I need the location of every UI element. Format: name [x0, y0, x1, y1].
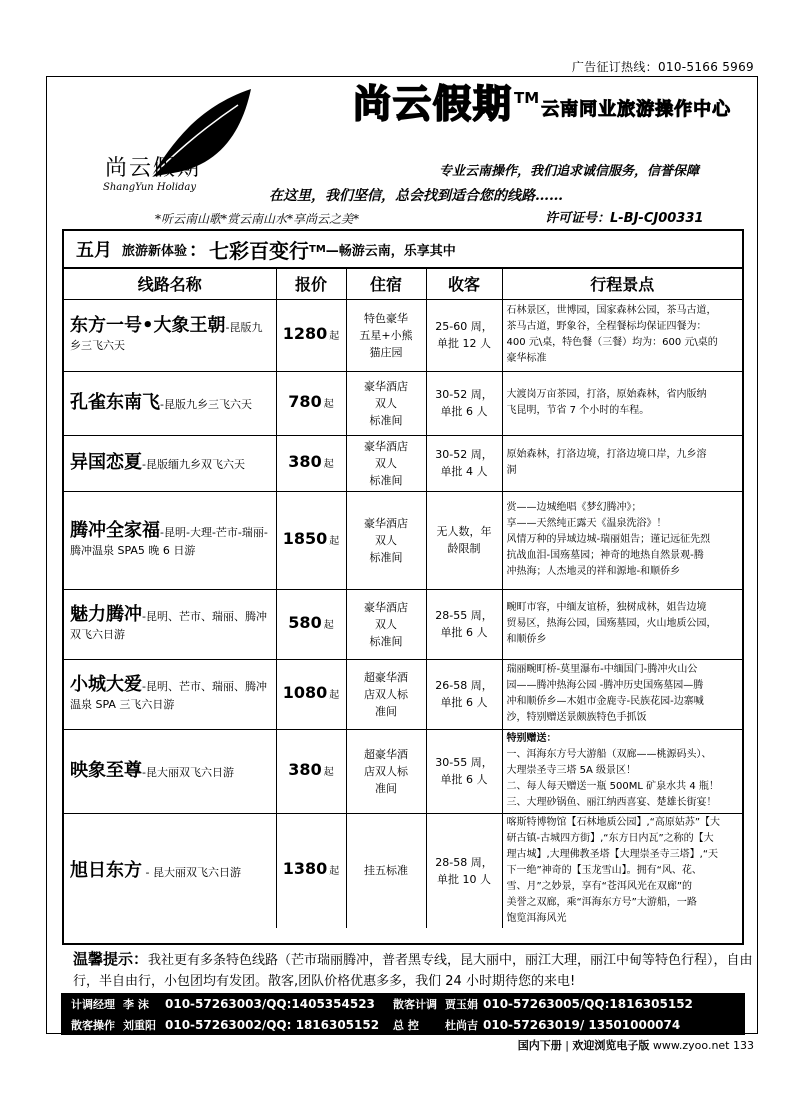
hotel-line: 双人: [375, 456, 397, 470]
itinerary-line: 三、大理砂锅鱼、丽江纳西喜宴、楚雄长街宴！: [506, 797, 717, 808]
ad-hotline: 广告征订热线：010-5166 5969: [571, 60, 754, 74]
itinerary-line: 石林景区，世博园，国家森林公园，茶马古道，: [506, 305, 717, 316]
table-row: [64, 491, 742, 589]
itinerary-cell: [502, 729, 742, 813]
route-name: 魅力腾冲: [70, 604, 142, 625]
routes-table: [64, 269, 742, 928]
price-unit: 起: [329, 689, 340, 701]
price-value: 1080: [282, 682, 328, 702]
guests-line: 单批 6 人: [440, 405, 488, 418]
guests-cell: [426, 659, 502, 729]
guests-line: 30-55 周，: [435, 756, 493, 769]
table-row: [64, 371, 742, 435]
contact-phone: 010-57263002/QQ: 1816305152: [165, 1017, 380, 1032]
tips-label: 温馨提示：: [73, 950, 149, 968]
route-detail: -昆明-大理-芒市-瑞丽-腾冲温泉 SPA5 晚 6 日游: [70, 526, 268, 557]
hotel-cell: [346, 813, 426, 928]
col-header-guests: 收客: [426, 269, 502, 299]
hotel-line: 准间: [375, 781, 397, 795]
table-row: [64, 589, 742, 659]
banner-tagline: —畅游云南，乐享其中: [325, 243, 456, 259]
route-name: 小城大爱: [70, 674, 142, 695]
banner-trademark: TM: [309, 243, 326, 255]
price-unit: 起: [323, 458, 334, 470]
itinerary-cell: [502, 299, 742, 371]
price-unit: 起: [323, 619, 334, 631]
hotel-line: 豪华酒店: [364, 600, 408, 614]
hotel-cell: [346, 435, 426, 491]
price-cell: [276, 813, 346, 928]
itinerary-cell: [502, 435, 742, 491]
route-name-cell: [64, 435, 276, 491]
table-row: [64, 299, 742, 371]
company-logo: [99, 87, 259, 207]
route-name: 孔雀东南飞: [70, 392, 160, 413]
price-value: 1380: [282, 859, 328, 878]
itinerary-line: 下一绝”神奇的【玉龙雪山】。拥有“风、花、: [506, 864, 702, 876]
hotel-cell: [346, 659, 426, 729]
banner-theme: 七彩百变行: [209, 238, 310, 263]
route-name: 映象至尊: [70, 760, 142, 781]
itinerary-line: 二、每人每天赠送一瓶 500ML 矿泉水共 4 瓶！: [506, 781, 719, 792]
contact-phone: 010-57263019/ 13501000074: [483, 1017, 681, 1032]
price-cell: [276, 659, 346, 729]
route-detail: - 昆大丽双飞六日游: [142, 865, 241, 879]
route-name-cell: [64, 589, 276, 659]
hotel-line: 五星+小熊: [359, 328, 413, 342]
itinerary-line: 研古镇-古城四方街】,“东方日内瓦”之称的【大: [506, 832, 714, 844]
hotel-line: 猫庄园: [369, 345, 403, 359]
motto: *听云南山歌*赏云南山水*享尚云之美*: [155, 212, 360, 226]
footer-website: www.zyoo.net: [652, 1039, 730, 1052]
hotel-line: 豪华酒店: [364, 439, 408, 453]
banner-colon: ：: [189, 240, 208, 261]
contact-person: 李 沫: [123, 997, 149, 1011]
price-unit: 起: [329, 330, 340, 342]
guests-line: 单批 6 人: [440, 773, 488, 786]
itinerary-cell: [502, 589, 742, 659]
guests-cell: [426, 589, 502, 659]
contact-phone: 010-57263005/QQ:1816305152: [483, 996, 693, 1011]
itinerary-line: 冲热海；人杰地灵的祥和源地-和顺侨乡: [506, 566, 681, 577]
price-cell: [276, 589, 346, 659]
guests-cell: [426, 729, 502, 813]
col-header-price: 报价: [276, 269, 346, 299]
route-detail: -昆版缅九乡双飞六天: [142, 458, 245, 471]
route-name: 东方一号•大象王朝: [70, 315, 226, 336]
price-cell: [276, 491, 346, 589]
price-value: 580: [288, 612, 322, 632]
table-row: [64, 659, 742, 729]
guests-line: 28-55 周，: [435, 609, 493, 622]
footer-section: 国内下册: [517, 1039, 562, 1052]
price-value: 1280: [282, 323, 328, 343]
slogan-route: 在这里，我们坚信，总会找到适合您的线路……: [269, 188, 563, 204]
table-row: [64, 729, 742, 813]
guests-line: 单批 6 人: [440, 696, 488, 709]
guests-line: 龄限制: [447, 542, 481, 555]
table-banner: [64, 231, 742, 269]
hotel-line: 豪华酒店: [364, 516, 408, 530]
guests-line: 25-60 周，: [435, 320, 493, 333]
price-unit: 起: [323, 766, 334, 778]
price-cell: [276, 299, 346, 371]
hotel-line: 超豪华酒: [364, 747, 408, 761]
price-cell: [276, 729, 346, 813]
brand-trademark: TM: [514, 89, 540, 107]
price-value: 380: [288, 451, 322, 471]
table-header-row: [64, 269, 742, 299]
hotel-line: 店双人标: [364, 764, 408, 778]
hotel-cell: [346, 729, 426, 813]
guests-line: 单批 10 人: [437, 872, 491, 886]
route-name-cell: [64, 299, 276, 371]
slogan-service: 专业云南操作，我们追求诚信服务，信誉保障: [439, 164, 700, 179]
logo-chinese-name: 尚云假期: [105, 156, 202, 181]
col-header-itinerary: 行程景点: [502, 269, 742, 299]
guests-cell: [426, 491, 502, 589]
hotel-line: 标准间: [369, 550, 403, 564]
contact-role: 总 控: [393, 1018, 419, 1032]
guests-cell: [426, 371, 502, 435]
price-unit: 起: [323, 398, 334, 410]
hotel-line: 双人: [375, 533, 397, 547]
itinerary-line: 喀斯特博物馆【石林地质公园】,“高原姑苏”【大: [506, 816, 721, 828]
route-detail: -昆版九乡三飞六天: [70, 321, 263, 352]
itinerary-line: 特别赠送：: [506, 733, 557, 744]
price-value: 1850: [282, 528, 328, 548]
itinerary-line: 飞昆明，节省 7 个小时的车程。: [506, 405, 650, 416]
contacts-bar: [61, 993, 745, 1035]
route-name-cell: [64, 659, 276, 729]
hotel-line: 超豪华酒: [364, 670, 408, 684]
contact-row: [61, 1014, 745, 1035]
route-detail: -昆版九乡三飞六天: [160, 398, 252, 411]
itinerary-line: 和顺侨乡: [506, 634, 547, 645]
hotel-line: 标准间: [369, 413, 403, 427]
contact-role: 散客操作: [71, 1018, 115, 1032]
footer-welcome: 欢迎浏览电子版: [572, 1039, 650, 1052]
brand-header: [353, 82, 732, 126]
itinerary-line: 园——腾冲热海公园 -腾冲历史国殇墓园—腾: [506, 680, 704, 691]
route-name: 旭日东方: [70, 859, 142, 881]
itinerary-line: 抗战血泪-国殇墓园；神奇的地热自然景观-腾: [506, 550, 704, 561]
itinerary-line: 贸易区，热海公园，国殇墓园，火山地质公园，: [506, 618, 717, 629]
hotel-line: 店双人标: [364, 687, 408, 701]
guests-line: 单批 6 人: [440, 626, 488, 639]
itinerary-line: 一、洱海东方号大游船（双廊——桃源码头）、: [506, 749, 712, 760]
hotel-line: 双人: [375, 617, 397, 631]
hotel-line: 双人: [375, 396, 397, 410]
itinerary-cell: [502, 371, 742, 435]
itinerary-line: 赏——边城绝唱《梦幻腾冲》；: [506, 502, 642, 513]
itinerary-line: 沙，特别赠送景颇族特色手抓饭: [506, 712, 647, 723]
itinerary-line: 理古城】,大理佛教圣塔【大理崇圣寺三塔】,“天: [506, 848, 719, 860]
price-cell: [276, 371, 346, 435]
itinerary-line: 洞: [506, 465, 517, 476]
route-name-cell: [64, 729, 276, 813]
guests-cell: [426, 299, 502, 371]
col-header-hotel: 住宿: [346, 269, 426, 299]
guests-line: 单批 12 人: [437, 337, 491, 350]
route-name: 腾冲全家福: [70, 520, 160, 541]
warm-tips: [73, 949, 753, 992]
hotel-cell: [346, 491, 426, 589]
route-name-cell: [64, 371, 276, 435]
price-unit: 起: [329, 866, 340, 877]
hotel-cell: [346, 589, 426, 659]
hotel-line: 挂五标准: [364, 864, 408, 877]
contact-row: [61, 993, 745, 1014]
route-detail: -昆大丽双飞六日游: [142, 766, 234, 779]
contact-role: 计调经理: [71, 997, 115, 1011]
itinerary-line: 大渡岗万亩茶园，打洛，原始森林，省内版纳: [506, 389, 707, 400]
page-frame: [46, 76, 758, 1034]
itinerary-line: 美誉之双廊，乘“洱海东方号”大游船，一路: [506, 896, 697, 908]
page-footer: [518, 1037, 754, 1053]
itinerary-line: 风情万种的异域边城-瑞丽姐告；谨记远征先烈: [506, 534, 711, 545]
price-value: 780: [288, 391, 322, 411]
guests-cell: [426, 813, 502, 928]
route-name: 异国恋夏: [70, 452, 142, 473]
itinerary-line: 饱览洱海风光: [506, 912, 567, 924]
tips-text: 我社更有多条特色线路（芒市瑞丽腾冲，普者黑专线，昆大丽中，丽江大理，丽江中甸等特色行程），自由行，半自由行，小包团均有发团。散客,团队价格优惠多多，我们 24 小时期待您的来电!: [73, 953, 753, 989]
guests-line: 30-52 周，: [435, 448, 493, 461]
hotel-cell: [346, 371, 426, 435]
itinerary-line: 畹町市容，中缅友谊桥，独树成林，姐告边境: [506, 602, 707, 613]
routes-table-body: [64, 299, 742, 928]
itinerary-line: 大理崇圣寺三塔 5A 级景区！: [506, 765, 637, 776]
banner-month: 五月: [76, 240, 112, 261]
route-detail: -昆明、芒市、瑞丽、腾冲双飞六日游: [70, 610, 267, 641]
hotel-line: 豪华酒店: [364, 379, 408, 393]
hotel-line: 标准间: [369, 473, 403, 487]
contact-person: 杜尚吉: [445, 1018, 478, 1032]
banner-new: 旅游新体验: [122, 243, 188, 259]
price-value: 380: [288, 759, 322, 779]
guests-line: 30-52 周，: [435, 388, 493, 401]
itinerary-line: 400 元\桌，特色餐（三餐）均为：600 元\桌的: [506, 337, 718, 348]
license-number: 许可证号：L-BJ-CJ00331: [545, 211, 704, 226]
route-name-cell: [64, 813, 276, 928]
table-row: [64, 435, 742, 491]
hotel-line: 标准间: [369, 634, 403, 648]
hotel-line: 准间: [375, 704, 397, 718]
itinerary-line: 原始森林，打洛边境，打洛边境口岸，九乡溶: [506, 449, 707, 460]
itinerary-line: 享——天然纯正露天《温泉洗浴》！: [506, 518, 667, 529]
itinerary-line: 雪、月”之妙景，享有“苍洱风光在双廊”的: [506, 880, 693, 892]
itinerary-line: 茶马古道，野象谷，全程餐标均保证四餐为：: [506, 321, 707, 332]
footer-separator: |: [565, 1039, 569, 1052]
guests-line: 单批 4 人: [440, 465, 488, 478]
col-header-route: 线路名称: [64, 269, 276, 299]
contact-phone: 010-57263003/QQ:1405354523: [165, 996, 375, 1011]
contact-person: 贾玉娟: [445, 997, 478, 1011]
guests-line: 28-58 周，: [435, 855, 493, 869]
price-cell: [276, 435, 346, 491]
footer-page-number: 133: [733, 1039, 754, 1052]
itinerary-cell: [502, 813, 742, 928]
route-name-cell: [64, 491, 276, 589]
route-detail: -昆明、芒市、瑞丽、腾冲温泉 SPA 三飞六日游: [70, 680, 267, 711]
itinerary-line: 冲和顺侨乡—木姐市金鹿寺-民族花园-边寨喊: [506, 696, 704, 707]
itinerary-cell: [502, 659, 742, 729]
price-unit: 起: [329, 535, 340, 547]
guests-line: 无人数，年: [436, 525, 492, 538]
itinerary-line: 豪华标准: [506, 353, 547, 364]
hotel-cell: [346, 299, 426, 371]
logo-english-name: ShangYun Holiday: [103, 182, 197, 193]
hotel-line: 特色豪华: [364, 311, 408, 325]
itinerary-cell: [502, 491, 742, 589]
contact-role: 散客计调: [393, 997, 437, 1011]
guests-line: 26-58 周，: [435, 679, 493, 692]
itinerary-line: 瑞丽畹町桥-莫里瀑布-中缅国门-腾冲火山公: [506, 664, 698, 675]
brand-subtitle: 云南同业旅游操作中心: [541, 99, 732, 120]
table-row: [64, 813, 742, 928]
contact-person: 刘重阳: [123, 1018, 156, 1032]
brand-name: 尚云假期: [353, 82, 514, 126]
routes-table-box: [62, 229, 744, 945]
guests-cell: [426, 435, 502, 491]
